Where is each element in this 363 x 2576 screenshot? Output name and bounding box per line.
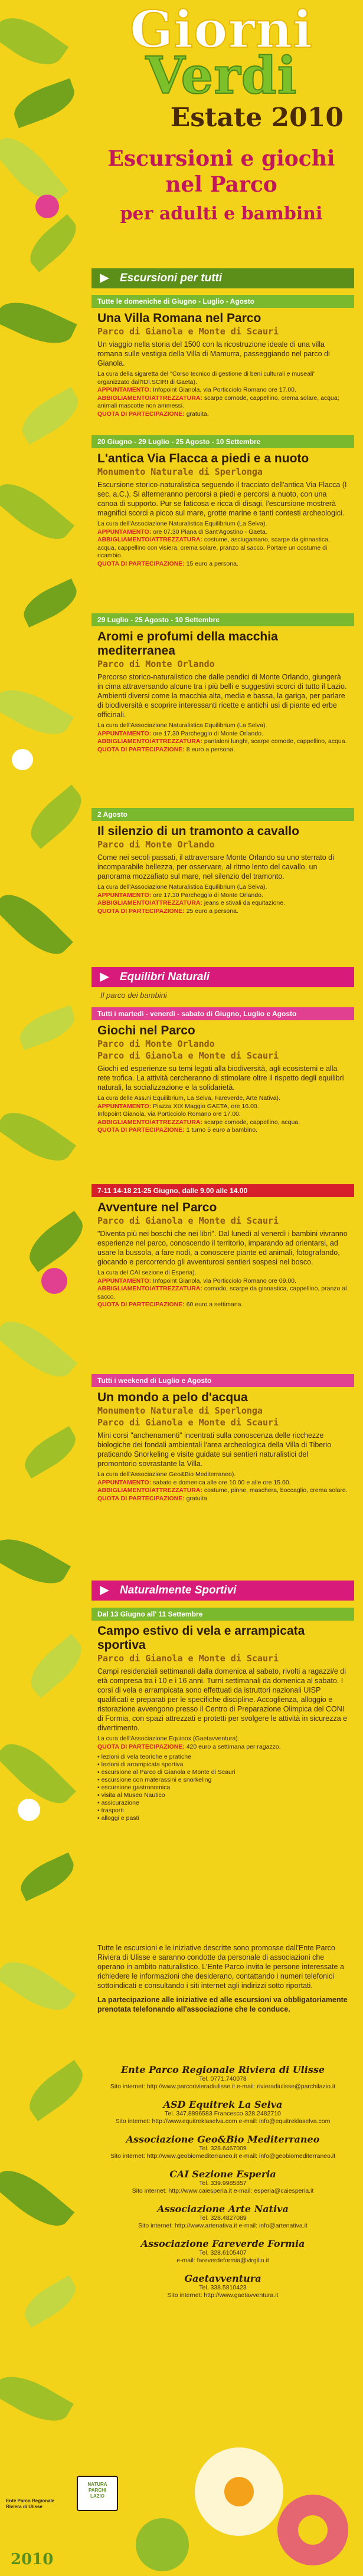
event-place: Parco di Monte Orlando Parco di Gianola e Monte di Scauri bbox=[97, 1039, 279, 1061]
event-date: 7-11 14-18 21-25 Giugno, dalle 9.00 alle 14.00 bbox=[91, 1184, 354, 1197]
list-item: • assicurazione bbox=[97, 1799, 348, 1807]
contact-link[interactable]: Sito internet: http://www.gaetavventura.it bbox=[167, 2292, 279, 2299]
event-info: La cura delle Ass.ni Equilibrium, La Selva, Fareverde, Arte Nativa). APPUNTAMENTO: Piazza XIX Maggio GAETA, ore 16.00. Infopoint Gianola, via Porticciolo Romano ore 17.00. ABBIGLIAMENTO/ATTREZZATURA: scarpe comode, cappellino, acqua. QUOTA DI PARTECIPAZIONE: 1 turno 5 euro a bambino. bbox=[97, 1095, 300, 1133]
event-description: Come nei secoli passati, il attraversare Monte Orlando su uno sterrato di incomparabile bellezza, per osservare, al ritmo lento del cavallo, un panorama mozzafiato sul mare, nel silenzio del tramonto. bbox=[97, 853, 334, 880]
contact-gaetavventura: Gaetavventura Tel. 338.5810423 Sito internet: http://www.gaetavventura.it bbox=[97, 2273, 348, 2299]
event-title: Campo estivo di vela e arrampicata sportiva bbox=[97, 1624, 305, 1652]
ente-logo: Ente Parco Regionale Riviera di Ulisse bbox=[6, 2498, 55, 2509]
event-place: Monumento Naturale di Sperlonga bbox=[97, 466, 263, 477]
event-place: Parco di Monte Orlando bbox=[97, 839, 215, 850]
event-title: Una Villa Romana nel Parco bbox=[97, 311, 261, 325]
event-avventure bbox=[91, 1184, 354, 1309]
section-escursioni: Escursioni per tutti bbox=[91, 268, 354, 288]
event-date: Tutti i weekend di Luglio e Agosto bbox=[91, 1374, 354, 1387]
event-title: Un mondo a pelo d'acqua bbox=[97, 1391, 248, 1404]
event-description: Giochi ed esperienze su temi legati alla biodiversità, agli ecosistemi e alla rete trofica. La attività cercheranno di stimolare oltre il rispetto degli equilibri naturali, la socializzazione e la solidarietà. bbox=[97, 1064, 344, 1092]
title-giorni: Giorni bbox=[130, 0, 313, 60]
contact-cai: CAI Sezione Esperia Tel. 339.9985857 Sito internet: http://www.caiesperia.it e-mail: esperia@caiesperia.it bbox=[97, 2168, 348, 2195]
contact-link[interactable]: Sito internet: http://www.caiesperia.it e-mail: esperia@caiesperia.it bbox=[132, 2187, 314, 2194]
header bbox=[89, 0, 354, 224]
booking-note: La partecipazione alle iniziative ed alle escursioni va obbligatoriamente prenotata telefonando all'associazione che le conduce. bbox=[97, 1996, 348, 2013]
contact-ente-parco: Ente Parco Regionale Riviera di Ulisse Tel. 0771.740078 Sito internet: http://www.parcorivieradiulisse.it e-mail: rivieradiulisse@parchilazio.it bbox=[97, 2064, 348, 2091]
natura-parchi-logo: NATURA PARCHI LAZIO bbox=[77, 2476, 118, 2511]
event-info: La cura dell'Associazione Equinox (Gaetavventura). QUOTA DI PARTECIPAZIONE: 420 euro a settimana per ragazzo. bbox=[97, 1735, 281, 1750]
event-description: Escursione storico-naturalistica seguendo il tracciato dell'antica Via Flacca (I sec. a.C.). Si alterneranno percorsi a piedi e percorsi a nuoto, con una canoa di supporto. Pur se faticosa e ricca di disagi, l'escursione mostrerà magnifici scorci a picco sul mare, grotte marine e tanti contesti archeologici. bbox=[97, 481, 347, 517]
list-item: • trasporti bbox=[97, 1807, 348, 1815]
event-info: La cura dell'Associazione Naturalistica Equilibrium (La Selva). APPUNTAMENTO: ore 17.30 Parcheggio di Monte Orlando. ABBIGLIAMENTO/ATTREZZATURA: jeans e stivali da equitazione. QUOTA DI PARTECIPAZIONE: 25 euro a persona. bbox=[97, 883, 285, 915]
contact-link[interactable]: e-mail: fareverdeformia@virgilio.it bbox=[176, 2257, 269, 2264]
event-title: Avventure nel Parco bbox=[97, 1201, 217, 1214]
event-date: Dal 13 Giugno all' 11 Settembre bbox=[91, 1608, 354, 1621]
event-title: Aromi e profumi della macchia mediterranea bbox=[97, 630, 278, 658]
event-place: Parco di Monte Orlando bbox=[97, 659, 215, 669]
arrow-icon bbox=[100, 1586, 109, 1595]
event-info: La cura della sigaretta del "Corso tecnico di gestione di beni culturali e museali" organizzato dall'IDI.SCIRI di Gaeta). APPUNTAMENTO: Infopoint Gianola, via Porticciolo Romano ore 17.00. ABBIGLIAMENTO/ATTREZZATURA: scarpe comode, cappellino, crema solare, acqua; animali mascotte non ammessi. QUOTA DI PARTECIPAZIONE: gratuita. bbox=[97, 370, 339, 418]
event-description: Mini corsi "anchenamenti" incentrati sulla conoscenza delle ricchezze biologiche dei fondali ambientali l'area archeologica della Villa di Tiberio praticando Snorkeling e visite guidate sui sentieri naturalistici del promontorio sovrastante la Villa. bbox=[97, 1431, 332, 1468]
arrow-icon bbox=[100, 274, 109, 283]
event-place: Monumento Naturale di Sperlonga Parco di Gianola e Monte di Scauri bbox=[97, 1405, 279, 1428]
event-date: 2 Agosto bbox=[91, 808, 354, 821]
event-aromi bbox=[91, 613, 354, 754]
included-list bbox=[97, 1753, 348, 1822]
contact-link[interactable]: Sito internet: http://www.parcorivieradiulisse.it e-mail: rivieradiulisse@parchilazio.it bbox=[110, 2083, 336, 2090]
contact-link[interactable]: Sito internet: http://www.equitreklaselva.com e-mail: info@equitreklaselva.com bbox=[115, 2118, 331, 2125]
list-item: • alloggi e pasti bbox=[97, 1815, 348, 1822]
event-description: Un viaggio nella storia del 1500 con la ricostruzione ideale di una villa romana sulle vestigia della Villa di Mamurra, passeggiando nel parco di Gianola. bbox=[97, 340, 330, 367]
list-item: • escursione al Parco di Gianola e Monte di Scauri bbox=[97, 1769, 348, 1776]
contact-link[interactable]: Sito internet: http://www.artenativa.it e-mail: info@artenativa.it bbox=[138, 2222, 308, 2229]
contact-fareverde: Associazione Fareverde Formia Tel. 328.6105407 e-mail: fareverdeformia@virgilio.it bbox=[97, 2238, 348, 2265]
event-info: La cura del CAI sezione di Esperia). APPUNTAMENTO: Infopoint Gianola, via Porticciolo Romano ore 09.00. ABBIGLIAMENTO/ATTREZZATURA: comodo, scarpe da ginnastica, cappellino, pranzo al sacco. QUOTA DI PARTECIPAZIONE: 60 euro a settimana. bbox=[97, 1269, 347, 1308]
list-item: • visita al Museo Nautico bbox=[97, 1792, 348, 1799]
event-info: La cura dell'Associazione Naturalistica Equilibrium (La Selva). APPUNTAMENTO: ore 07.30 Piana di Sant'Agostino - Gaeta. ABBIGLIAMENTO/ATTREZZATURA: costume, asciugamano, scarpe da ginnastica, acqua, cappellino con visiera, crema solare, pranzo al sacco. Portare un costume di ricambio. QUOTA DI PARTECIPAZIONE: 15 euro a persona. bbox=[97, 520, 330, 567]
event-description: "Diventa più nei boschi che nei libri". Dal lunedì al venerdì i bambini vivranno esperienze nel parco, conoscendo il territorio, imparando ad orientarsi, ad usare la bussola, a fare nodi, a conoscere piante ed animali, fotografando, giocando e percorrendo gli avventurosi sentieri sospesi nel bosco. bbox=[97, 1230, 348, 1266]
subtitle-line3: per adulti e bambini bbox=[120, 203, 323, 224]
event-info: La cura dell'Associazione Naturalistica Equilibrium (La Selva). APPUNTAMENTO: ore 17.30 Parcheggio di Monte Orlando. ABBIGLIAMENTO/ATTREZZATURA: pantaloni lunghi, scarpe comode, cappellino, acqua. QUOTA DI PARTECIPAZIONE: 8 euro a persona. bbox=[97, 722, 347, 753]
title-verdi: Verdi bbox=[145, 46, 297, 106]
list-item: • lezioni di arrampicata sportiva bbox=[97, 1761, 348, 1769]
event-via-flacca bbox=[91, 435, 354, 568]
event-description: Percorso storico-naturalistico che dalle pendici di Monte Orlando, giungerà in cima attraversando alcune tra i più belli e suggestivi scorci di tutto il Lazio. Ambienti diversi come la macchia alta, media e bassa, la gariga, per parlare di biodiversità e scoprire interessanti ricette e antichi usi di piante ed erbe officinali. bbox=[97, 673, 347, 719]
edition-label: Estate 2010 bbox=[170, 103, 344, 133]
contact-equitrek: ASD Equitrek La Selva Tel. 347.8896583 Francesco 328.2482710 Sito internet: http://www.equitreklaselva.com e-mail: info@equitreklaselva.com bbox=[97, 2099, 348, 2125]
contacts bbox=[97, 2064, 348, 2308]
closing-text: Tutte le escursioni e le iniziative descritte sono promosse dall'Ente Parco Riviera di Ulisse e saranno condotte da personale di associazioni che operano in ambito naturalistico. L'Ente Parco invita le persone interessate a richiedere le informazioni che desiderano, contattando i numeri telefonici sottoindicati e consultando i siti internet agli indirizzi sotto riportati. La partecipazione alle iniziative ed alle escursioni va obbligatoriamente prenotata telefonando all'associazione che le conduce. bbox=[97, 1944, 348, 2013]
contact-link[interactable]: Sito internet: http://www.geobiomediterraneo.it e-mail: info@geobiomediterraneo.it bbox=[110, 2153, 336, 2160]
section-equilibri: Equilibri Naturali bbox=[91, 967, 354, 987]
event-place: Parco di Gianola e Monte di Scauri bbox=[97, 1215, 279, 1226]
subtitle-line2: nel Parco bbox=[165, 172, 277, 197]
subtitle-line1: Escursioni e giochi bbox=[107, 146, 335, 171]
section-note: Il parco dei bambini bbox=[100, 991, 167, 1000]
list-item: • escursione con materassini e snorkeling bbox=[97, 1776, 348, 1784]
list-item: • escursione gastronomica bbox=[97, 1784, 348, 1792]
event-date: 29 Luglio - 25 Agosto - 10 Settembre bbox=[91, 613, 354, 626]
arrow-icon bbox=[100, 972, 109, 982]
event-villa-romana bbox=[91, 295, 354, 418]
event-tramonto bbox=[91, 808, 354, 915]
contact-geobio: Associazione Geo&Bio Mediterraneo Tel. 328.6467009 Sito internet: http://www.geobiomediterraneo.it e-mail: info@geobiomediterraneo.it bbox=[97, 2134, 348, 2160]
event-title: Giochi nel Parco bbox=[97, 1024, 195, 1037]
event-giochi bbox=[91, 1007, 354, 1135]
event-description: Campi residenziali settimanali dalla domenica al sabato, rivolti a ragazzi/e di età compresa tra i 10 e i 16 anni. Turni settimanali da domenica al sabato. I corsi di vela e arrampicata sono effettuati da istruttori nazionali UISP qualificati e preparati per le specifiche discipline. Accoglienza, alloggio e ristorazione avvengono presso il Centro di Preparazione Olimpica del CONI di Formia, con spazi attrezzati e protetti per svolgere le attività in sicurezza e divertimento. bbox=[97, 1667, 348, 1732]
event-place: Parco di Gianola e Monte di Scauri bbox=[97, 1653, 279, 1664]
section-sportivi: Naturalmente Sportivi bbox=[91, 1581, 354, 1601]
event-date: Tutte le domeniche di Giugno - Luglio - Agosto bbox=[91, 295, 354, 308]
event-mondo-acqua bbox=[91, 1374, 354, 1503]
year-logo: 2010 bbox=[11, 2551, 54, 2568]
event-place: Parco di Gianola e Monte di Scauri bbox=[97, 326, 279, 337]
list-item: • lezioni di vela teoriche e pratiche bbox=[97, 1753, 348, 1761]
event-title: L'antica Via Flacca a piedi e a nuoto bbox=[97, 452, 309, 465]
event-info: La cura dell'Associazione Geo&Bio Mediterraneo). APPUNTAMENTO: sabato e domenica alle ore 10.00 e alle ore 15.00. ABBIGLIAMENTO/ATTREZZATURA: costume, pinne, maschera, boccaglio, crema solare. QUOTA DI PARTECIPAZIONE: gratuita. bbox=[97, 1471, 348, 1502]
event-date: 20 Giugno - 29 Luglio - 25 Agosto - 10 Settembre bbox=[91, 435, 354, 448]
event-title: Il silenzio di un tramonto a cavallo bbox=[97, 824, 299, 838]
contact-arte-nativa: Associazione Arte Nativa Tel. 328.4827089 Sito internet: http://www.artenativa.it e-mail: info@artenativa.it bbox=[97, 2203, 348, 2230]
event-date: Tutti i martedì - venerdì - sabato di Giugno, Luglio e Agosto bbox=[91, 1007, 354, 1020]
event-campo-estivo bbox=[91, 1608, 354, 1822]
